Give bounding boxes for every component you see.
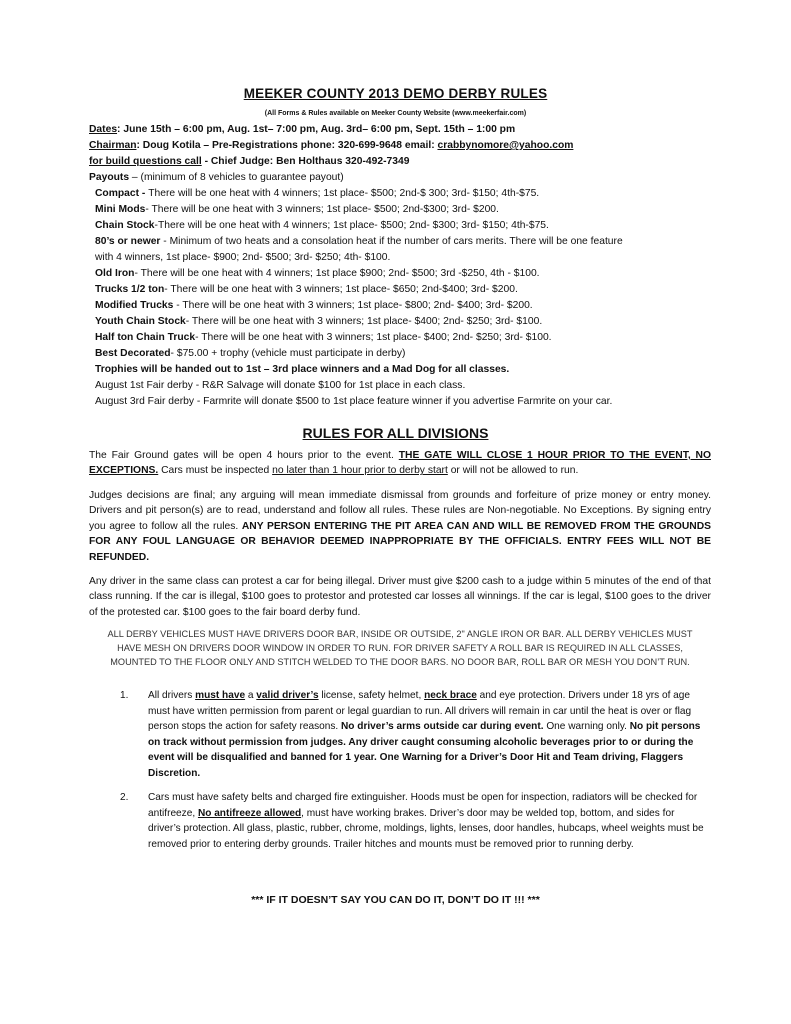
dates-text: : June 15th – 6:00 pm, Aug. 1st– 7:00 pm, Aug. 3rd– 6:00 pm, Sept. 15th – 1:00 pm: [117, 124, 516, 135]
safety-caps-block: ALL DERBY VEHICLES MUST HAVE DRIVERS DOOR BAR, INSIDE OR OUTSIDE, 2" ANGLE IRON OR BAR. ALL DERBY VEHICLES MUST HAVE MESH ON DRIVERS DOOR WINDOW IN ORDER TO RUN. FOR DRIVER SAFETY A ROLL BAR IS REQUIRED IN ALL CLASSES, MOUNTED TO THE FLOOR ONLY AND STITCH WELDED TO THE DOOR BARS. NO DOOR BAR, ROLL BAR OR MESH YOU DON’T RUN.: [107, 629, 693, 667]
class-line: Youth Chain Stock- There will be one heat with 3 winners; 1st place- $400; 2nd- $250; 3rd- $100.: [95, 316, 543, 327]
protest-paragraph: Any driver in the same class can protest a car for being illegal. Driver must give $200 cash to a judge within 5 minutes of the end of that class running. If the car is illegal, $100 goes to protestor and protested car losses all winnings. If the car is legal, $100 goes to the driver of the protested car. $100 goes to the fair board derby fund.: [89, 576, 711, 618]
class-line: Trucks 1/2 ton- There will be one heat with 3 winners; 1st place- $650; 2nd-$400; 3rd- $200.: [95, 284, 518, 295]
sponsor-line: August 1st Fair derby - R&R Salvage will donate $100 for 1st place in each class.: [95, 380, 466, 391]
class-line: with 4 winners, 1st place- $900; 2nd- $500; 3rd- $250; 4th- $100.: [95, 252, 391, 263]
document-title: MEEKER COUNTY 2013 DEMO DERBY RULES: [243, 86, 548, 101]
judge-text: - Chief Judge: Ben Holthaus 320-492-7349: [201, 156, 410, 167]
rule-number: 1.: [120, 690, 129, 701]
closing-statement: *** IF IT DOESN’T SAY YOU CAN DO IT, DON’T DO IT !!! ***: [251, 894, 540, 906]
dates-label: Dates: [89, 124, 118, 135]
rule-text: Cars must have safety belts and charged fire extinguisher. Hoods must be open for inspection, radiators will be checked for antifreeze, No antifreeze allowed, must have working brakes. Driver’s door may be welded top, bottom, and sides for driver’s protection. All glass, plastic, rubber, chrome, moldings, lights, lenses, door handles, hubcaps, wheel weights must be removed prior to entering derby grounds. Trailer hitches and mounts must be removed prior to running derby.: [148, 792, 704, 850]
payouts-label: Payouts: [89, 172, 130, 183]
judges-paragraph: Judges decisions are final; any arguing will mean immediate dismissal from grounds and forfeiture of prize money or entry money. Drivers and pit person(s) are to read, understand and follow all rules. These rules are Non-negotiable. No Exceptions. By signing entry you agree to follow all the rules. ANY PERSON ENTERING THE PIT AREA CAN AND WILL BE REMOVED FROM THE GROUNDS FOR ANY FOUL LANGUAGE OR BEHAVIOR DEEMED INAPPROPRIATE BY THE OFFICIALS. ENTRY FEES WILL NOT BE REFUNDED.: [89, 490, 711, 563]
rule-text: All drivers must have a valid driver’s license, safety helmet, neck brace and eye protection. Drivers under 18 yrs of age must have written permission from parent or legal guardian to run. All drivers will remain in car until the heat is over or flag person stops the action for safety reasons. No driver’s arms outside car during event. One warning only. No pit persons on track without permission from judges. Any driver caught consuming alcoholic beverages prior to or during the event will be disqualified and banned for 1 year. One Warning for a Driver’s Door Hit and Team driving, Flaggers Discretion.: [148, 690, 701, 779]
class-line: Best Decorated- $75.00 + trophy (vehicle must participate in derby): [95, 348, 406, 359]
gate-paragraph: The Fair Ground gates will be open 4 hours prior to the event. THE GATE WILL CLOSE 1 HOUR PRIOR TO THE EVENT, NO EXCEPTIONS. Cars must be inspected no later than 1 hour prior to derby start or will not be allowed to run.: [89, 450, 711, 477]
dates-line: [89, 124, 515, 135]
chairman-label: Chairman: [89, 140, 137, 151]
class-line: Half ton Chain Truck- There will be one heat with 3 winners; 1st place- $400; 2nd- $250; 3rd- $100.: [95, 332, 552, 343]
chairman-line: [89, 140, 573, 151]
trophies-line: Trophies will be handed out to 1st – 3rd place winners and a Mad Dog for all classes.: [95, 364, 510, 375]
class-line: Chain Stock-There will be one heat with 4 winners; 1st place- $500; 2nd- $300; 3rd- $150; 4th-$75.: [95, 220, 549, 231]
class-line: Modified Trucks - There will be one heat with 3 winners; 1st place- $800; 2nd- $400; 3rd- $200.: [95, 300, 533, 311]
class-line: Old Iron- There will be one heat with 4 winners; 1st place $900; 2nd- $500; 3rd -$250, 4th - $100.: [95, 268, 540, 279]
class-line: Mini Mods- There will be one heat with 3 winners; 1st place- $500; 2nd-$300; 3rd- $200.: [95, 204, 499, 215]
payouts-text: – (minimum of 8 vehicles to guarantee payout): [129, 172, 344, 183]
payouts-line: [89, 172, 344, 183]
judge-line: [89, 156, 409, 167]
rules-heading: RULES FOR ALL DIVISIONS: [302, 425, 489, 441]
chairman-email: crabbynomore@yahoo.com: [437, 140, 574, 151]
class-line: Compact - There will be one heat with 4 winners; 1st place- $500; 2nd-$ 300; 3rd- $150; 4th-$75.: [95, 188, 540, 199]
chairman-text: : Doug Kotila – Pre-Registrations phone: 320-699-9648 email:: [136, 140, 438, 151]
sponsor-line: August 3rd Fair derby - Farmrite will donate $500 to 1st place feature winner if you advertise Farmrite on your car.: [95, 396, 613, 407]
class-line: 80’s or newer - Minimum of two heats and a consolation heat if the number of cars merits. There will be one feature: [95, 236, 623, 247]
judge-label: for build questions call: [89, 156, 202, 167]
rule-number: 2.: [120, 792, 129, 803]
website-note: (All Forms & Rules available on Meeker County Website (www.meekerfair.com): [264, 110, 527, 117]
